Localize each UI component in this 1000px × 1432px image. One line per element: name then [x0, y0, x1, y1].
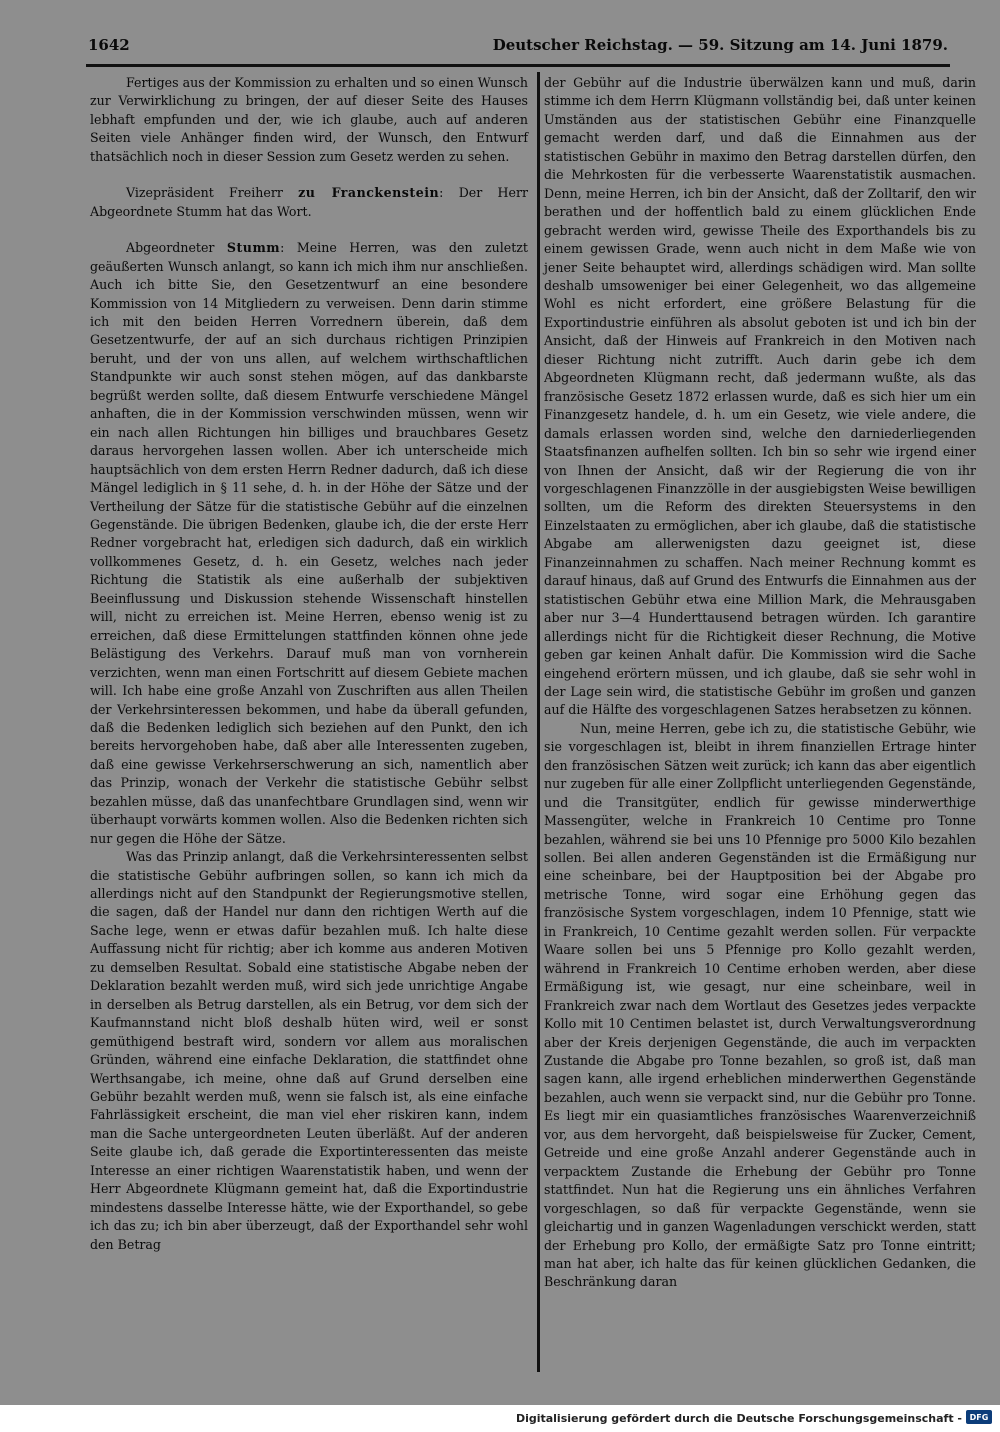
speaker-name: Stumm [226, 240, 281, 256]
speaker-colon: : [280, 240, 297, 256]
page-header [88, 36, 948, 60]
paragraph: der Gebühr auf die Industrie überwälzen kann und muß, darin stimme ich dem Herrn Klügmann vollständig bei, daß unter keinen Umständen aus der statistischen Gebühr eine Finanzquelle gemacht werden darf, und daß die Einnahmen aus der statistischen Gebühr in maximo den Betrag darstellen dürfen, den die Mehrkosten für die verbesserte Waarenstatistik ausmachen. Denn, meine Herren, ich bin der Ansicht, daß der Zolltarif, den wir berathen und der hoffentlich bald zu einem glücklichen Ende gebracht werden wird, gewisse Theile des Exporthandels bis zu einem gewissen Grade, wenn auch nicht in dem Maße wie von jener Seite behauptet wird, allerdings schädigen wird. Man sollte deshalb umsoweniger bei einer Gelegenheit, wo das allgemeine Wohl es nicht erfordert, eine größere Belastung für die Exportindustrie einführen als absolut geboten ist und ich bin der Ansicht, daß der Hinweis auf Frankreich in den Motiven nach dieser Richtung nicht zutrifft. Auch darin gebe ich dem Abgeordneten Klügmann recht, daß jedermann wußte, als das französische Gesetz 1872 erlassen wurde, daß es sich hier um ein Finanzgesetz handele, d. h. um ein Gesetz, wie viele andere, die damals erlassen worden sind, welche den darniederliegenden Staatsfinanzen aufhelfen sollten. Ich bin so sehr wie irgend einer von Ihnen der Ansicht, daß wir der Regierung die von ihr vorgeschlagenen Finanzzölle in der ausgiebigsten Weise bewilligen sollten, um die Reform des direkten Steuersystems in den Einzelstaaten zu ermöglichen, aber ich glaube, daß die statistische Abgabe am allerwenigsten dazu geeignet ist, diese Finanzeinnahmen zu schaffen. Nach meiner Rechnung kommt es darauf hinaus, daß auf Grund des Entwurfs die Einnahmen aus der statistischen Gebühr etwa eine Million Mark, die Mehrausgaben aber nur 3—4 Hunderttausend betragen würden. Ich garantire allerdings nicht für die Richtigkeit dieser Rechnung, die Motive geben gar keinen Anhalt dafür. Die Kommission wird die Sache eingehend erörtern müssen, und ich glaube, daß sie sehr wohl in der Lage sein wird, die statistische Gebühr im großen und ganzen auf die Hälfte des vorgeschlagenen Satzes herabsetzen zu können. [544, 75, 976, 718]
speaker-paragraph-vicepresident [90, 184, 528, 221]
right-column [544, 74, 976, 1292]
dfg-logo: DFG [966, 1410, 992, 1424]
speaker-colon: : [439, 185, 459, 201]
page-number: 1642 [88, 36, 130, 54]
speaker-paragraph-stumm [90, 239, 528, 848]
funding-credit: Digitalisierung gefördert durch die Deutsche Forschungsgemeinschaft - [515, 1412, 962, 1425]
speaker-prefix: Vizepräsident Freiherr [126, 185, 299, 201]
paragraph: Nun, meine Herren, gebe ich zu, die statistische Gebühr, wie sie vorgeschlagen ist, bleibt in ihrem finanziellen Ertrage hinter den französischen Sätzen weit zurück; ich kann das aber eigentlich nur zugeben für alle einer Zollpflicht unterliegenden Gegenstände, und die Transitgüter, endlich für gewisse minderwerthige Massengüter, welche in Frankreich 10 Centime pro Tonne bezahlen, während sie bei uns 10 Pfennige pro 5000 Kilo bezahlen sollen. Bei allen anderen Gegenständen ist die Ermäßigung nur eine scheinbare, bei der Hauptposition bei der Abgabe pro metrische Tonne, wird sogar eine Erhöhung gegen das französische System vorgeschlagen, indem 10 Pfennige, statt wie in Frankreich, 10 Centime gezahlt werden sollen. Für verpackte Waare sollen bei uns 5 Pfennige pro Kollo gezahlt werden, während in Frankreich 10 Centime erhoben werden, aber diese Ermäßigung ist, wie gesagt, nur eine scheinbare, weil in Frankreich zwar nach dem Wortlaut des Gesetzes jedes verpackte Kollo mit 10 Centimen belastet ist, durch Verwaltungsverordnung aber der Kreis derjenigen Gegenstände, die auch im verpackten Zustande die Abgabe pro Tonne bezahlen, so groß ist, daß man sagen kann, alle irgend erheblichen minderwerthen Gegenstände bezahlen, auch wenn sie verpackt sind, nur die Gebühr pro Tonne. Es liegt mir ein quasiamtliches französisches Waarenverzeichniß vor, aus dem hervorgeht, daß beispielsweise für Zucker, Cement, Getreide und eine große Anzahl anderer Gegenstände auch in verpacktem Zustande die Erhebung der Gebühr pro Tonne stattfindet. Nun hat die Regierung uns ein ähnliches Verfahren vorgeschlagen, so daß für verpackte Gegenstände, wenn sie gleichartig und in ganzen Wagenladungen verschickt werden, statt der Erhebung pro Kollo, der ermäßigte Satz pro Tonne eintritt; man hat aber, ich halte das für keinen glücklichen Gedanken, die Beschränkung daran [544, 720, 976, 1290]
header-rule [86, 64, 950, 67]
speaker-name: zu Franckenstein [298, 185, 440, 201]
speaker-prefix: Abgeordneter [126, 240, 227, 256]
paragraph: Fertiges aus der Kommission zu erhalten und so einen Wunsch zur Verwirklichung zu bringen, der auf dieser Seite des Hauses lebhaft empfunden und der, wie ich glaube, auch auf anderen Seiten viele Anhänger finden wird, der Wunsch, den Entwurf thatsächlich noch in dieser Session zum Gesetz werden zu sehen. [90, 75, 528, 164]
left-column [90, 74, 528, 1254]
column-divider [537, 72, 540, 1372]
footer-bar [0, 1405, 1000, 1432]
paragraph: Was das Prinzip anlangt, daß die Verkehrsinteressenten selbst die statistische Gebühr aufbringen sollen, so kann ich mich da allerdings nicht auf den Standpunkt der Regierungsmotive stellen, die sagen, daß der Handel nur dann den richtigen Werth auf die Sache lege, wenn er etwas dafür bezahlen muß. Ich halte diese Auffassung nicht für richtig; aber ich komme aus anderen Motiven zu demselben Resultat. Sobald eine statistische Abgabe neben der Deklaration bezahlt werden muß, wird sich jede unrichtige Angabe in derselben als Betrug darstellen, als ein Betrug, vor dem sich der Kaufmannstand nicht bloß deshalb hüten wird, weil er sonst gemüthigend bestraft wird, sondern vor allem aus moralischen Gründen, während eine einfache Deklaration, die stattfindet ohne Werthsangabe, ich meine, ohne daß auf Grund derselben eine Gebühr bezahlt werden muß, wenn sie falsch ist, als eine einfache Fahrlässigkeit erscheint, die man viel eher riskiren kann, indem man die Sache untergeordneten Leuten überläßt. Auf der anderen Seite glaube ich, daß gerade die Exportinteressenten das meiste Interesse an einer richtigen Waarenstatistik haben, und wenn der Herr Abgeordnete Klügmann gemeint hat, daß die Exportindustrie mindestens dasselbe Interesse hätte, wie der Exporthandel, so gebe ich das zu; ich bin aber überzeugt, daß der Exporthandel sehr wohl den Betrag [90, 849, 528, 1252]
paragraph-text: Der Herr Abgeordnete Stumm hat das Wort. [90, 185, 528, 219]
paragraph-text: Meine Herren, was den zuletzt geäußerten Wunsch anlangt, so kann ich mich ihm nur anschließen. Auch ich bitte Sie, den Gesetzentwurf an eine besondere Kommission von 14 Mitgliedern zu verweisen. Denn darin stimme ich mit den beiden Herren Vorrednern überein, daß dem Gesetzentwurfe, der auf an sich durchaus richtigen Prinzipien beruht, und der von uns allen, auf welchem wirthschaftlichen Standpunkte wir auch sonst stehen mögen, auf das dankbarste begrüßt werden sollte, daß diesem Entwurfe verschiedene Mängel anhaften, die in der Kommission verschwinden müssen, wenn wir ein nach allen Richtungen hin billiges und brauchbares Gesetz daraus hervorgehen lassen wollen. Aber ich unterscheide mich hauptsächlich von dem ersten Herrn Redner dadurch, daß ich diese Mängel lediglich in § 11 sehe, d. h. in der Höhe der Sätze und der Vertheilung der Sätze für die statistische Gebühr auf die einzelnen Gegenstände. Die übrigen Bedenken, glaube ich, die der erste Herr Redner vorgebracht hat, erledigen sich dadurch, daß ein wirklich vollkommenes Gesetz, d. h. ein Gesetz, welches nach jeder Richtung die Statistik als eine außerhalb der subjektiven Beeinflussung und Diskussion stehende Wissenschaft hinstellen will, nicht zu erreichen ist. Meine Herren, ebenso wenig ist zu erreichen, daß diese Ermittelungen stattfinden können ohne jede Belästigung des Verkehrs. Darauf muß man von vornherein verzichten, wenn man einen Fortschritt auf diesem Gebiete machen will. Ich habe eine große Anzahl von Zuschriften aus allen Theilen der Verkehrsinteressen bekommen, und habe da überall gefunden, daß die Bedenken lediglich sich beziehen auf den Punkt, den ich bereits hervorgehoben habe, daß aber alle Interessenten zugeben, daß eine gewisse Verkehrserschwerung an sich, namentlich aber das Prinzip, wonach der Verkehr die statistische Gebühr selbst bezahlen müsse, daß das unanfechtbare Grundlagen sind, wenn wir überhaupt vorwärts kommen wollen. Also die Bedenken richten sich nur gegen die Höhe der Sätze. [90, 240, 528, 846]
running-title: Deutscher Reichstag. — 59. Sitzung am 14. Juni 1879. [492, 36, 948, 54]
